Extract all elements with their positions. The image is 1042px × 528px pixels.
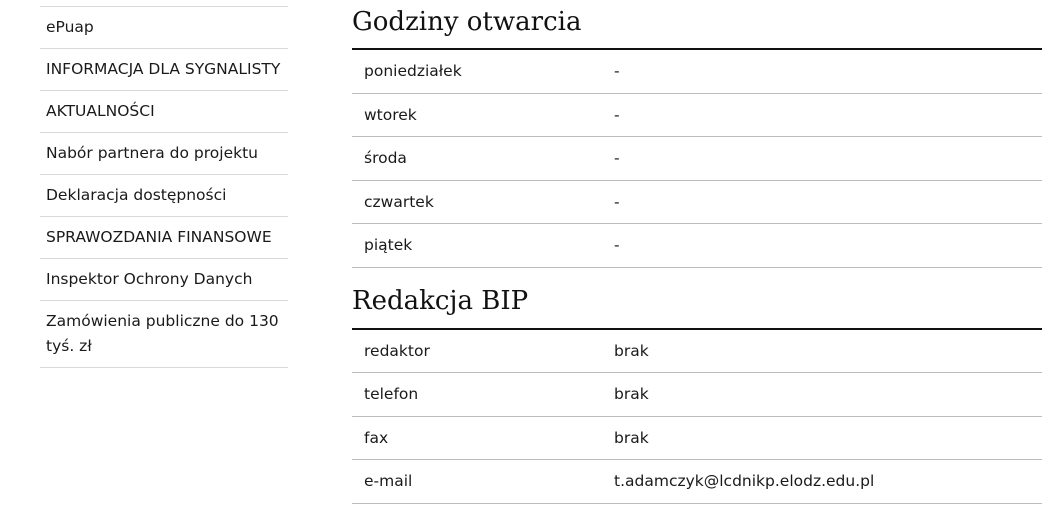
table-row — [352, 373, 1042, 417]
day-label: środa — [364, 149, 407, 168]
email-label: e-mail — [364, 472, 413, 491]
sidebar-item-epuap[interactable]: ePuap — [40, 7, 288, 49]
sidebar-item-financial-reports[interactable]: SPRAWOZDANIA FINANSOWE — [40, 217, 288, 259]
opening-hours-table — [352, 48, 1042, 268]
editor-value: brak — [614, 341, 649, 360]
table-row — [352, 94, 1042, 138]
table-row — [352, 181, 1042, 225]
table-row — [352, 137, 1042, 181]
day-label: poniedziałek — [364, 62, 462, 81]
table-row — [352, 330, 1042, 374]
sidebar-item-news[interactable]: AKTUALNOŚCI — [40, 91, 288, 133]
bip-editorial-title: Redakcja BIP — [352, 285, 529, 316]
email-value: t.adamczyk@lcdnikp.elodz.edu.pl — [614, 472, 875, 491]
sidebar-item-public-procurement[interactable]: Zamówienia publiczne do 130 tyś. zł — [40, 301, 288, 368]
day-label: czwartek — [364, 192, 434, 211]
sidebar-item-project-partner[interactable]: Nabór partnera do projektu — [40, 133, 288, 175]
table-row — [352, 460, 1042, 504]
hours-value: - — [614, 236, 620, 255]
hours-value: - — [614, 62, 620, 81]
table-row — [352, 417, 1042, 461]
phone-value: brak — [614, 385, 649, 404]
table-row — [352, 224, 1042, 268]
editor-label: redaktor — [364, 341, 430, 360]
hours-value: - — [614, 149, 620, 168]
opening-hours-title: Godziny otwarcia — [352, 7, 582, 37]
fax-value: brak — [614, 428, 649, 447]
sidebar-item-accessibility-declaration[interactable]: Deklaracja dostępności — [40, 175, 288, 217]
bip-editorial-table — [352, 328, 1042, 504]
phone-label: telefon — [364, 385, 419, 404]
sidebar-item-data-protection-officer[interactable]: Inspektor Ochrony Danych — [40, 259, 288, 301]
table-row — [352, 50, 1042, 94]
sidebar-menu — [40, 6, 288, 368]
fax-label: fax — [364, 428, 389, 447]
hours-value: - — [614, 105, 620, 124]
main-content — [352, 0, 1042, 504]
hours-value: - — [614, 192, 620, 211]
day-label: wtorek — [364, 105, 417, 124]
sidebar-item-whistleblower-info[interactable]: INFORMACJA DLA SYGNALISTY — [40, 49, 288, 91]
day-label: piątek — [364, 236, 413, 255]
